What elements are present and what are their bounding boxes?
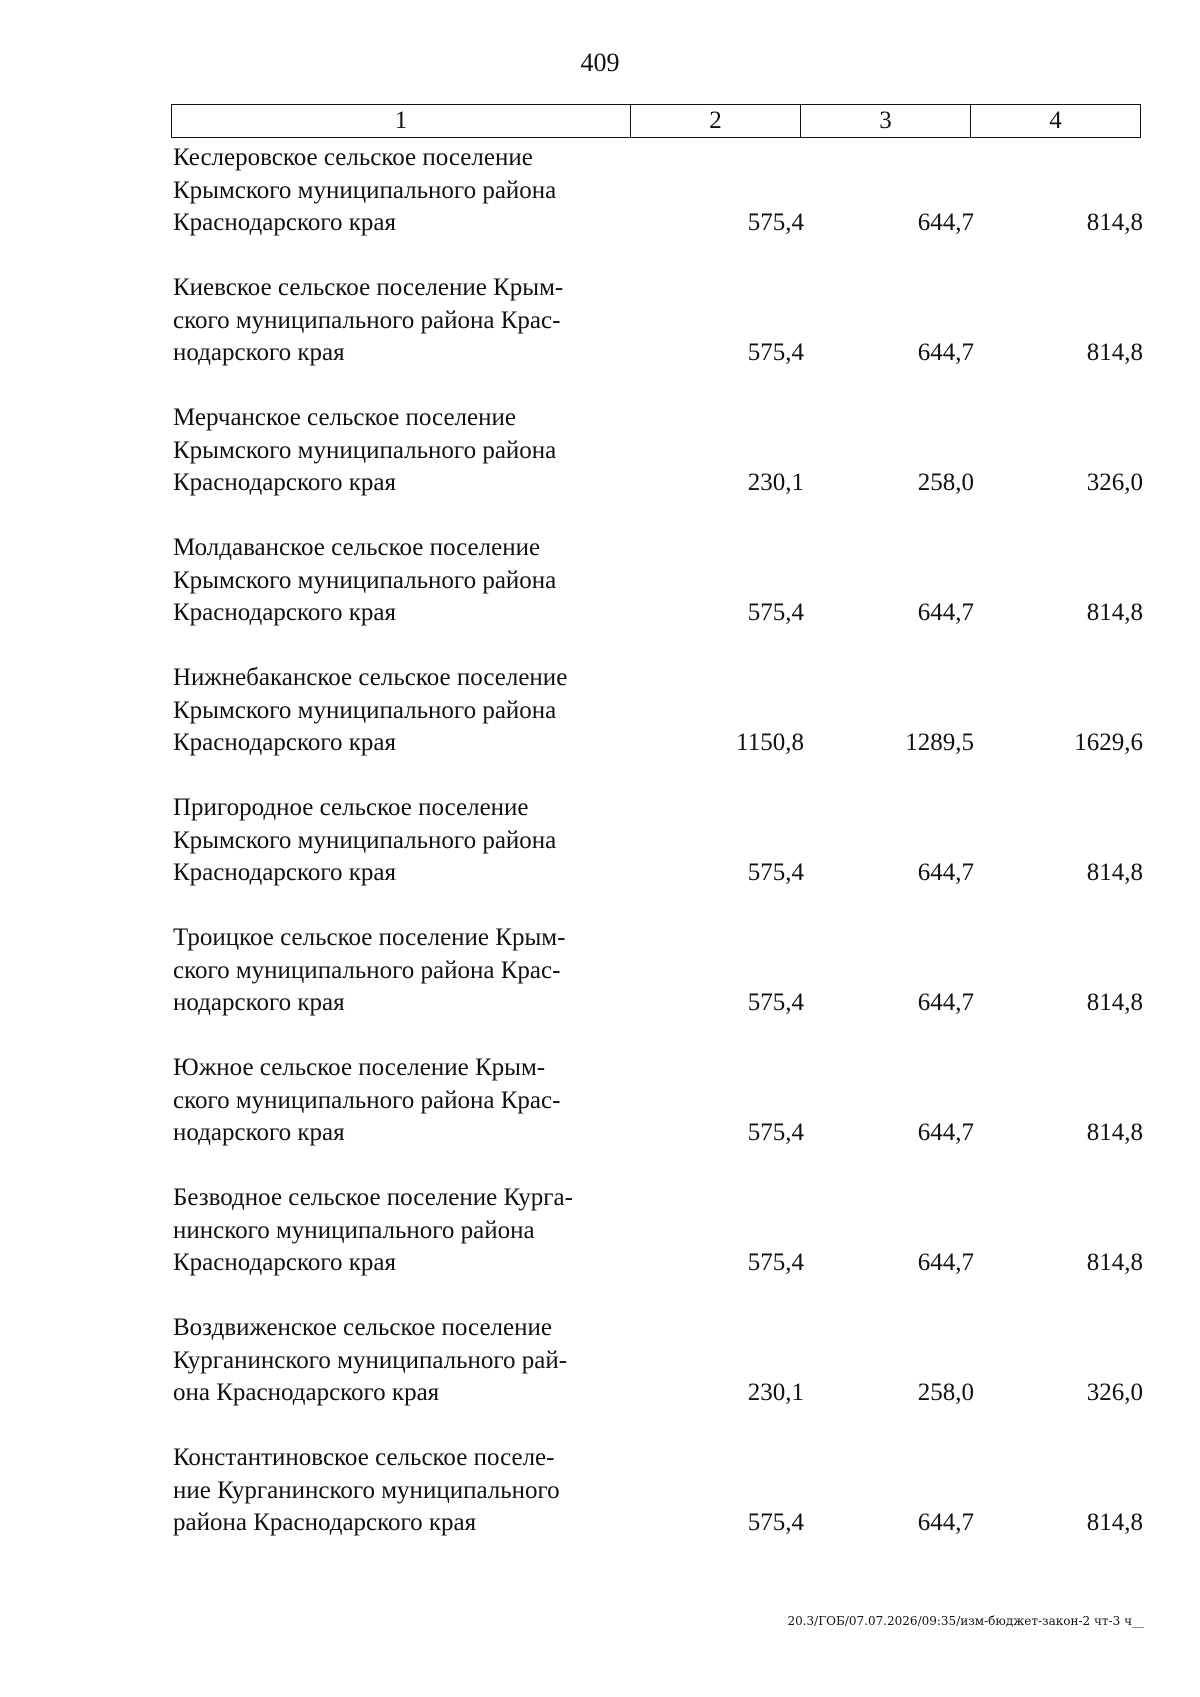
settlement-name: Пригородное сельское поселение Крымского муниципального района Краснодарского края (173, 794, 557, 886)
table-body (0, 140, 1200, 1570)
value-col-4: 1629,6 (1074, 729, 1143, 756)
value-col-2: 575,4 (747, 859, 804, 886)
value-col-3: 258,0 (917, 1379, 974, 1406)
value-col-4: 814,8 (1086, 989, 1143, 1016)
table-row (0, 1050, 1200, 1180)
value-col-4: 814,8 (1086, 859, 1143, 886)
table-row (0, 920, 1200, 1050)
value-col-4: 326,0 (1086, 469, 1143, 496)
value-col-2: 575,4 (747, 1509, 804, 1536)
value-col-2: 230,1 (747, 469, 804, 496)
header-col-4: 4 (971, 105, 1141, 138)
page-number: 409 (580, 48, 620, 77)
value-col-2: 575,4 (747, 599, 804, 626)
value-col-2: 230,1 (747, 1379, 804, 1406)
value-col-4: 814,8 (1086, 1249, 1143, 1276)
value-col-4: 814,8 (1086, 599, 1143, 626)
settlement-name: Южное сельское поселение Крым- ского муниципального района Крас- нодарского края (173, 1054, 561, 1146)
value-col-3: 644,7 (917, 859, 974, 886)
table-row (0, 1440, 1200, 1570)
value-col-3: 644,7 (917, 1119, 974, 1146)
settlement-name: Кеслеровское сельское поселение Крымского муниципального района Краснодарского края (173, 144, 557, 236)
value-col-2: 1150,8 (736, 729, 804, 756)
settlement-name: Киевское сельское поселение Крым- ского муниципального района Крас- нодарского края (173, 274, 564, 366)
value-col-3: 644,7 (917, 339, 974, 366)
value-col-2: 575,4 (747, 1249, 804, 1276)
value-col-3: 1289,5 (905, 729, 974, 756)
table-row (0, 1310, 1200, 1440)
value-col-2: 575,4 (747, 339, 804, 366)
value-col-4: 814,8 (1086, 209, 1143, 236)
header-col-2: 2 (631, 105, 801, 138)
value-col-2: 575,4 (747, 989, 804, 1016)
table-row (0, 1180, 1200, 1310)
value-col-3: 644,7 (917, 1509, 974, 1536)
table-row (0, 140, 1200, 270)
column-header-table (171, 104, 1141, 138)
value-col-3: 258,0 (917, 469, 974, 496)
value-col-3: 644,7 (917, 599, 974, 626)
value-col-3: 644,7 (917, 209, 974, 236)
table-row (0, 530, 1200, 660)
settlement-name: Нижнебаканское сельское поселение Крымского муниципального района Краснодарского края (173, 664, 568, 756)
value-col-4: 814,8 (1086, 1119, 1143, 1146)
settlement-name: Троицкое сельское поселение Крым- ского муниципального района Крас- нодарского края (173, 924, 566, 1016)
document-footer-code: 20.3/ГОБ/07.07.2026/09:35/изм-бюджет-закон-2 чт-3 ч__ (787, 1614, 1144, 1628)
table-row (0, 790, 1200, 920)
header-col-3: 3 (801, 105, 971, 138)
value-col-3: 644,7 (917, 1249, 974, 1276)
settlement-name: Константиновское сельское поселе- ние Курганинского муниципального района Краснодарского края (173, 1444, 560, 1536)
value-col-2: 575,4 (747, 1119, 804, 1146)
settlement-name: Безводное сельское поселение Курга- нинского муниципального района Краснодарского края (173, 1184, 573, 1276)
settlement-name: Молдаванское сельское поселение Крымского муниципального района Краснодарского края (173, 534, 557, 626)
settlement-name: Воздвиженское сельское поселение Курганинского муниципального рай- она Краснодарского края (173, 1314, 568, 1406)
table-row (0, 270, 1200, 400)
value-col-3: 644,7 (917, 989, 974, 1016)
value-col-4: 326,0 (1086, 1379, 1143, 1406)
value-col-4: 814,8 (1086, 1509, 1143, 1536)
value-col-2: 575,4 (747, 209, 804, 236)
header-col-1: 1 (172, 105, 631, 138)
value-col-4: 814,8 (1086, 339, 1143, 366)
header-row (172, 105, 1141, 138)
table-row (0, 660, 1200, 790)
table-row (0, 400, 1200, 530)
settlement-name: Мерчанское сельское поселение Крымского муниципального района Краснодарского края (173, 404, 557, 496)
